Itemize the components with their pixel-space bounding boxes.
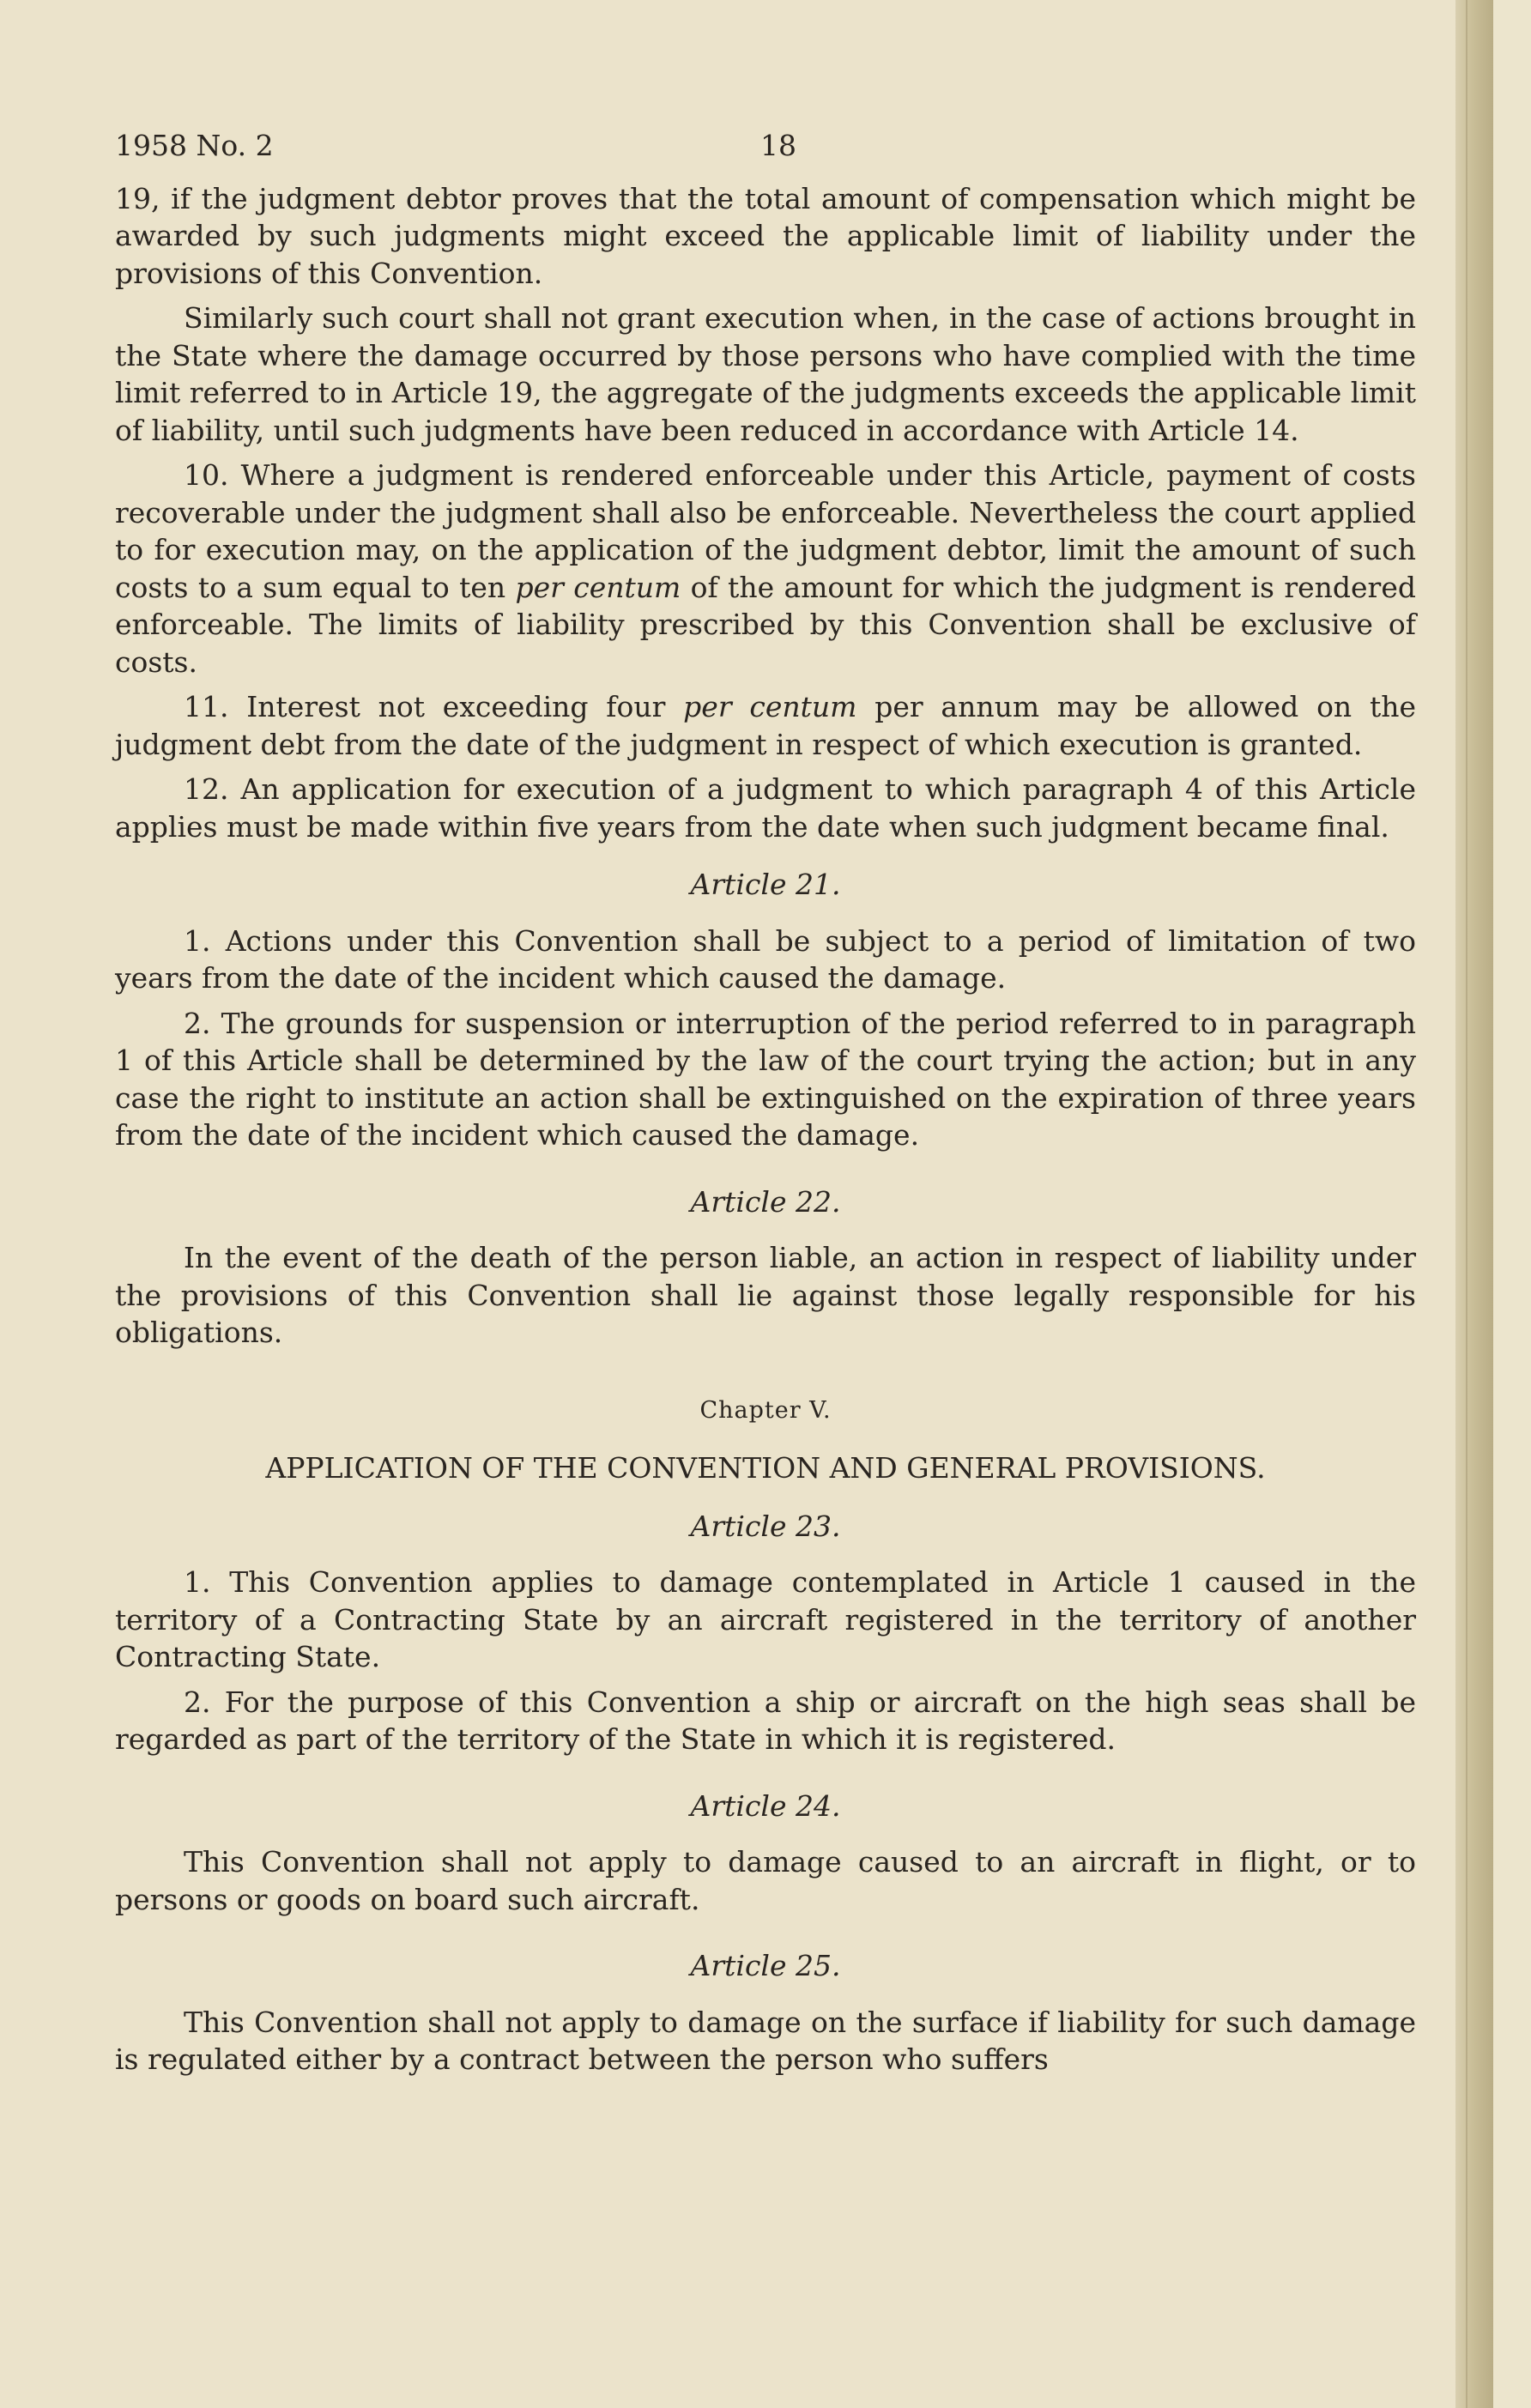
paragraph: 19, if the judgment debtor proves that the total amount of compensation which might be awarded by such judgments might exceed the applicable limit of liability under the provisions of this Convention. xyxy=(115,181,1416,290)
paragraph: In the event of the death of the person liable, an action in respect of liability under the provisions of this Convention shall lie against those legally responsible for his obligations. xyxy=(115,1241,1416,1349)
paragraph: 11. Interest not exceeding four per centum per annum may be allowed on the judgment debt from the date of the judgment in respect of which execution is granted. xyxy=(115,690,1417,761)
page-content xyxy=(115,127,1416,2086)
chapter-title: APPLICATION OF THE CONVENTION AND GENERAL PROVISIONS. xyxy=(265,1451,1266,1485)
page-edge-shadow xyxy=(1455,0,1493,2408)
paragraph: This Convention shall not apply to damage on the surface if liability for such damage is regulated either by a contract between the person who suffers xyxy=(115,2005,1416,2076)
page-edge-line xyxy=(1466,0,1467,2408)
page-number: 18 xyxy=(760,129,796,162)
latin-term: per centum xyxy=(515,570,681,604)
paragraph: Similarly such court shall not grant execution when, in the case of actions brought in the State where the damage occurred by those persons who have complied with the time limit referred to in Article 19, the aggregate of the judgments exceeds the applicable limit of liability, until such judgments have been reduced in accordance with Article 14. xyxy=(115,301,1416,447)
article-heading: Article 25. xyxy=(690,1949,841,1982)
article-heading: Article 24. xyxy=(690,1788,841,1823)
article-heading: Article 21. xyxy=(690,868,841,901)
paragraph: 2. The grounds for suspension or interruption of the period referred to in paragraph 1 of this Article shall be determined by the law of the court trying the action; but in any case the right to institute an action shall be extinguished on the expiration of three years from the date of the incident which caused the damage. xyxy=(115,1006,1416,1152)
latin-term: per centum xyxy=(683,690,857,723)
paragraph: 10. Where a judgment is rendered enforceable under this Article, payment of costs recoverable under the judgment shall also be enforceable. Nevertheless the court applied to for execution may, on the application of the judgment debtor, limit the amount of such costs to a sum equal to ten per centum of the amount for which the judgment is rendered enforceable. The limits of liability prescribed by this Convention shall be exclusive of costs. xyxy=(115,458,1416,679)
paragraph: 2. For the purpose of this Convention a ship or aircraft on the high seas shall be regarded as part of the territory of the State in which it is registered. xyxy=(115,1685,1416,1756)
paragraph: 12. An application for execution of a judgment to which paragraph 4 of this Article applies must be made within five years from the date when such judgment became final. xyxy=(115,772,1416,844)
paragraph: This Convention shall not apply to damage caused to an aircraft in flight, or to persons or goods on board such aircraft. xyxy=(115,1845,1416,1916)
page-header xyxy=(115,127,1416,165)
article-heading: Article 23. xyxy=(690,1509,841,1543)
paragraph: 1. This Convention applies to damage contemplated in Article 1 caused in the territory of a Contracting State by an aircraft registered in the territory of another Contracting State. xyxy=(115,1565,1416,1673)
paragraph: 1. Actions under this Convention shall be subject to a period of limitation of two years from the date of the incident which caused the damage. xyxy=(115,923,1416,995)
article-heading: Article 22. xyxy=(690,1184,841,1219)
header-publication: 1958 No. 2 xyxy=(115,129,274,162)
chapter-heading xyxy=(115,1389,1416,1430)
chapter-label: Chapter V. xyxy=(699,1396,832,1424)
